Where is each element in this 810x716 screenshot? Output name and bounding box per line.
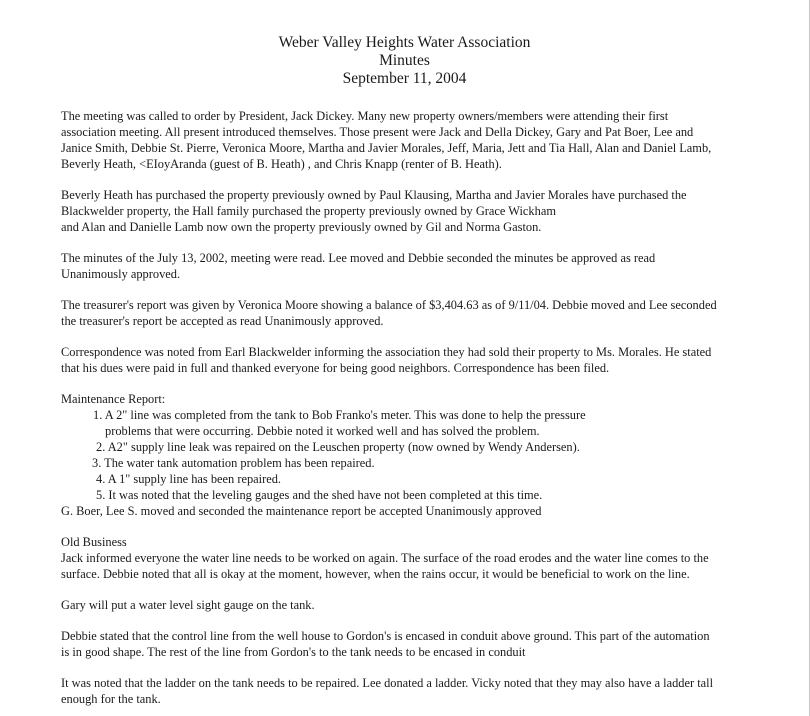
text-line: Janice Smith, Debbie St. Pierre, Veronica Moore, Martha and Javier Morales, Jeff, Maria, Jett and Tia Hall, Alan and Daniel Lamb,: [61, 141, 712, 155]
text-line: Beverly Heath, <EIoyAranda (guest of B. Heath) , and Chris Knapp (renter of B. Heath).: [61, 157, 502, 171]
text-line: Beverly Heath has purchased the property previously owned by Paul Klausing, Martha and Javier Morales have purchased the: [61, 188, 687, 202]
text-line: is in good shape. The rest of the line from Gordon's to the tank needs to be encased in conduit: [61, 645, 526, 659]
section-maintenance-report: [61, 391, 796, 519]
text-line: surface. Debbie noted that all is okay at the moment, however, when the rains occur, it would be beneficial to work on the line.: [61, 567, 690, 581]
text-line: Jack informed everyone the water line needs to be worked on again. The surface of the road erodes and the water line comes to the: [61, 551, 709, 565]
text-line: that his dues were paid in full and thanked everyone for being good neighbors. Correspondence has been filed.: [61, 361, 610, 375]
document-title: Weber Valley Heights Water Association: [278, 34, 531, 51]
text-line: Gary will put a water level sight gauge on the tank.: [61, 598, 315, 612]
minutes-body: [61, 108, 796, 707]
paragraph-property-changes: [61, 187, 796, 235]
list-item: 5. It was noted that the leveling gauges and the shed have not been completed at this time.: [96, 488, 543, 502]
text-line: association meeting. All present introduced themselves. Those present were Jack and Della Dickey, Gary and Pat Boer, Lee and: [61, 125, 694, 139]
section-old-business: [61, 534, 796, 707]
text-line: the treasurer's report be accepted as read Unanimously approved.: [61, 314, 384, 328]
list-item: 4. A 1" supply line has been repaired.: [96, 472, 282, 486]
text-line: The treasurer's report was given by Veronica Moore showing a balance of $3,404.63 as of 9/11/04. Debbie moved and Lee seconded: [61, 298, 717, 312]
text-line: Debbie stated that the control line from the well house to Gordon's is encased in conduit above ground. This part of the automation: [61, 629, 710, 643]
paragraph-previous-minutes: [61, 250, 796, 282]
paragraph-correspondence: [61, 344, 796, 376]
paragraph-call-to-order: [61, 108, 796, 172]
section-heading: Maintenance Report:: [61, 392, 166, 406]
document-subtitle: Minutes: [379, 52, 430, 69]
text-line: Unanimously approved.: [61, 267, 181, 281]
document-header: [0, 34, 809, 88]
motion-line: G. Boer, Lee S. moved and seconded the maintenance report be accepted Unanimously approved: [61, 504, 542, 518]
text-line: It was noted that the ladder on the tank needs to be repaired. Lee donated a ladder. Vicky noted that they may also have a ladder tall: [61, 676, 714, 690]
list-item: 1. A 2" line was completed from the tank to Bob Franko's meter. This was done to help the pressure: [93, 408, 586, 422]
section-heading: Old Business: [61, 535, 127, 549]
list-item: 2. A2" supply line leak was repaired on the Leuschen property (now owned by Wendy Andersen).: [96, 440, 580, 454]
list-item: 3. The water tank automation problem has been repaired.: [92, 456, 375, 470]
text-line: The minutes of the July 13, 2002, meeting were read. Lee moved and Debbie seconded the minutes be approved as read: [61, 251, 656, 265]
text-line: The meeting was called to order by President, Jack Dickey. Many new property owners/members were attending their first: [61, 109, 669, 123]
paragraph-treasurer-report: [61, 297, 796, 329]
list-item-continuation: problems that were occurring. Debbie noted it worked well and has solved the problem.: [105, 424, 540, 438]
meeting-date: September 11, 2004: [342, 70, 467, 87]
text-line: Blackwelder property, the Hall family purchased the property previously owned by Grace Wickham: [61, 204, 556, 218]
text-line: and Alan and Danielle Lamb now own the property previously owned by Gil and Norma Gaston.: [61, 220, 542, 234]
text-line: enough for the tank.: [61, 692, 161, 706]
text-line: Correspondence was noted from Earl Blackwelder informing the association they had sold their property to Ms. Morales. He stated: [61, 345, 712, 359]
